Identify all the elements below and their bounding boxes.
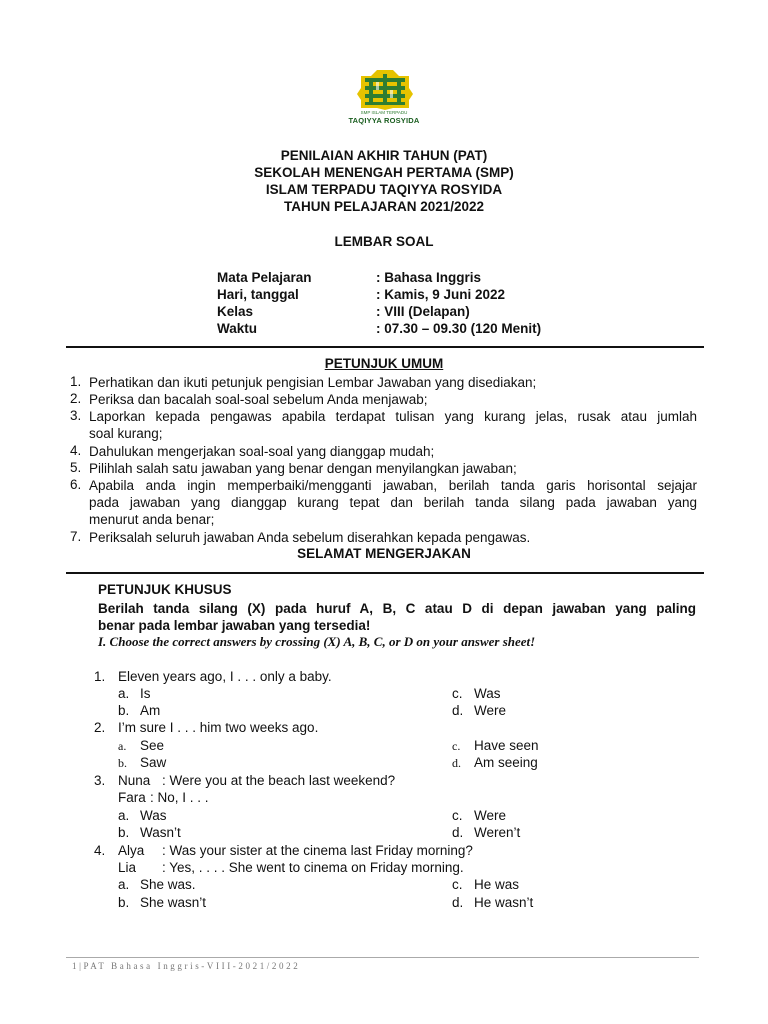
dialog-speaker: Fara bbox=[118, 790, 146, 805]
logo-subtitle: SMP ISLAM TERPADU bbox=[360, 110, 408, 115]
option-letter: b. bbox=[118, 825, 130, 840]
general-instructions-title: PETUNJUK UMUM bbox=[324, 356, 444, 371]
general-item-text: menurut anda benar; bbox=[89, 512, 215, 527]
option-text: Wasn’t bbox=[140, 825, 181, 840]
general-item-number: 3. bbox=[70, 408, 82, 423]
question-stem: Eleven years ago, I . . . only a baby. bbox=[118, 669, 332, 684]
general-item-number: 7. bbox=[70, 529, 82, 544]
english-instruction: I. Choose the correct answers by crossing (X) A, B, C, or D on your answer sheet! bbox=[98, 634, 536, 649]
question-number: 2. bbox=[94, 720, 106, 735]
general-item-text: Pilihlah salah satu jawaban yang benar dengan menyilangkan jawaban; bbox=[89, 461, 517, 476]
option-text: Have seen bbox=[474, 738, 539, 753]
option-letter: a. bbox=[118, 686, 130, 701]
general-item-number: 6. bbox=[70, 477, 82, 492]
general-item-text: Perhatikan dan ikuti petunjuk pengisian Lembar Jawaban yang disediakan; bbox=[89, 375, 537, 390]
general-item-text: Apabila anda ingin memperbaiki/mengganti jawaban, berilah tanda garis horisontal sejajar bbox=[89, 478, 697, 493]
general-item-text: pada jawaban yang dianggap kurang tepat dan berilah tanda silang pada jawaban yang bbox=[89, 495, 697, 510]
option-letter: c. bbox=[452, 877, 463, 892]
sheet-title: LEMBAR SOAL bbox=[334, 234, 434, 249]
option-letter: d. bbox=[452, 895, 464, 910]
general-item-text: Laporkan kepada pengawas apabila terdapat tulisan yang kurang jelas, rusak atau jumlah bbox=[89, 409, 697, 424]
option-letter: c. bbox=[452, 686, 463, 701]
general-item-number: 4. bbox=[70, 443, 82, 458]
info-label-subject: Mata Pelajaran bbox=[217, 270, 312, 285]
option-letter: a. bbox=[118, 808, 130, 823]
dialog-speaker: Nuna bbox=[118, 773, 151, 788]
footer-divider bbox=[66, 957, 699, 958]
closing-message: SELAMAT MENGERJAKAN bbox=[297, 546, 471, 561]
specific-instruction-line: Berilah tanda silang (X) pada huruf A, B, C atau D di depan jawaban yang paling bbox=[98, 601, 696, 616]
dialog-line: : No, I . . . bbox=[150, 790, 209, 805]
info-value-time: : 07.30 – 09.30 (120 Menit) bbox=[376, 321, 542, 336]
question-stem: I’m sure I . . . him two weeks ago. bbox=[118, 720, 319, 735]
header-line-2: SEKOLAH MENENGAH PERTAMA (SMP) bbox=[254, 165, 514, 180]
option-text: She wasn’t bbox=[140, 895, 207, 910]
info-value-subject: : Bahasa Inggris bbox=[376, 270, 482, 285]
info-label-time: Waktu bbox=[217, 321, 257, 336]
info-label-class: Kelas bbox=[217, 304, 254, 319]
option-letter: d. bbox=[452, 756, 461, 770]
question-number: 3. bbox=[94, 773, 106, 788]
general-item-text: Periksa dan bacalah soal-soal sebelum Anda menjawab; bbox=[89, 392, 428, 407]
option-text: Am bbox=[140, 703, 161, 718]
question-number: 1. bbox=[94, 669, 106, 684]
specific-instruction-line: benar pada lembar jawaban yang tersedia! bbox=[98, 618, 371, 633]
option-text: Am seeing bbox=[474, 755, 538, 770]
page-footer: 1|PAT Bahasa Inggris-VIII-2021/2022 bbox=[72, 961, 301, 971]
header-line-4: TAHUN PELAJARAN 2021/2022 bbox=[283, 199, 485, 214]
general-item-text: Periksalah seluruh jawaban Anda sebelum diserahkan kepada pengawas. bbox=[89, 530, 531, 545]
general-item-text: Dahulukan mengerjakan soal-soal yang dianggap mudah; bbox=[89, 444, 435, 459]
dialog-line: : Yes, . . . . She went to cinema on Friday morning. bbox=[162, 860, 464, 875]
general-item-text: soal kurang; bbox=[89, 426, 163, 441]
option-letter: a. bbox=[118, 739, 127, 753]
question-number: 4. bbox=[94, 843, 106, 858]
option-text: Was bbox=[474, 686, 501, 701]
option-letter: d. bbox=[452, 703, 464, 718]
option-text: Weren’t bbox=[474, 825, 521, 840]
info-value-class: : VIII (Delapan) bbox=[376, 304, 470, 319]
info-label-date: Hari, tanggal bbox=[217, 287, 299, 302]
option-text: Were bbox=[474, 808, 507, 823]
header-line-3: ISLAM TERPADU TAQIYYA ROSYIDA bbox=[265, 182, 503, 197]
divider bbox=[66, 346, 704, 348]
option-text: Is bbox=[140, 686, 151, 701]
option-text: Saw bbox=[140, 755, 167, 770]
option-text: Was bbox=[140, 808, 167, 823]
logo-name: TAQIYYA ROSYIDA bbox=[348, 116, 420, 125]
option-text: He was bbox=[474, 877, 520, 892]
dialog-speaker: Alya bbox=[118, 843, 145, 858]
option-letter: c. bbox=[452, 808, 463, 823]
general-item-number: 5. bbox=[70, 460, 82, 475]
option-letter: b. bbox=[118, 703, 130, 718]
info-value-date: : Kamis, 9 Juni 2022 bbox=[376, 287, 506, 302]
specific-instructions-title: PETUNJUK KHUSUS bbox=[98, 582, 232, 597]
dialog-line: : Were you at the beach last weekend? bbox=[162, 773, 396, 788]
option-text: She was. bbox=[140, 877, 196, 892]
school-logo-icon bbox=[357, 68, 413, 110]
header-line-1: PENILAIAN AKHIR TAHUN (PAT) bbox=[280, 148, 488, 163]
option-letter: b. bbox=[118, 756, 127, 770]
option-letter: a. bbox=[118, 877, 130, 892]
option-letter: c. bbox=[452, 739, 461, 753]
option-letter: b. bbox=[118, 895, 130, 910]
dialog-line: : Was your sister at the cinema last Friday morning? bbox=[162, 843, 473, 858]
option-text: See bbox=[140, 738, 165, 753]
general-item-number: 2. bbox=[70, 391, 82, 406]
option-text: He wasn’t bbox=[474, 895, 534, 910]
divider bbox=[66, 572, 704, 574]
general-item-number: 1. bbox=[70, 374, 82, 389]
school-logo bbox=[357, 68, 413, 110]
option-letter: d. bbox=[452, 825, 464, 840]
option-text: Were bbox=[474, 703, 507, 718]
dialog-speaker: Lia bbox=[118, 860, 137, 875]
